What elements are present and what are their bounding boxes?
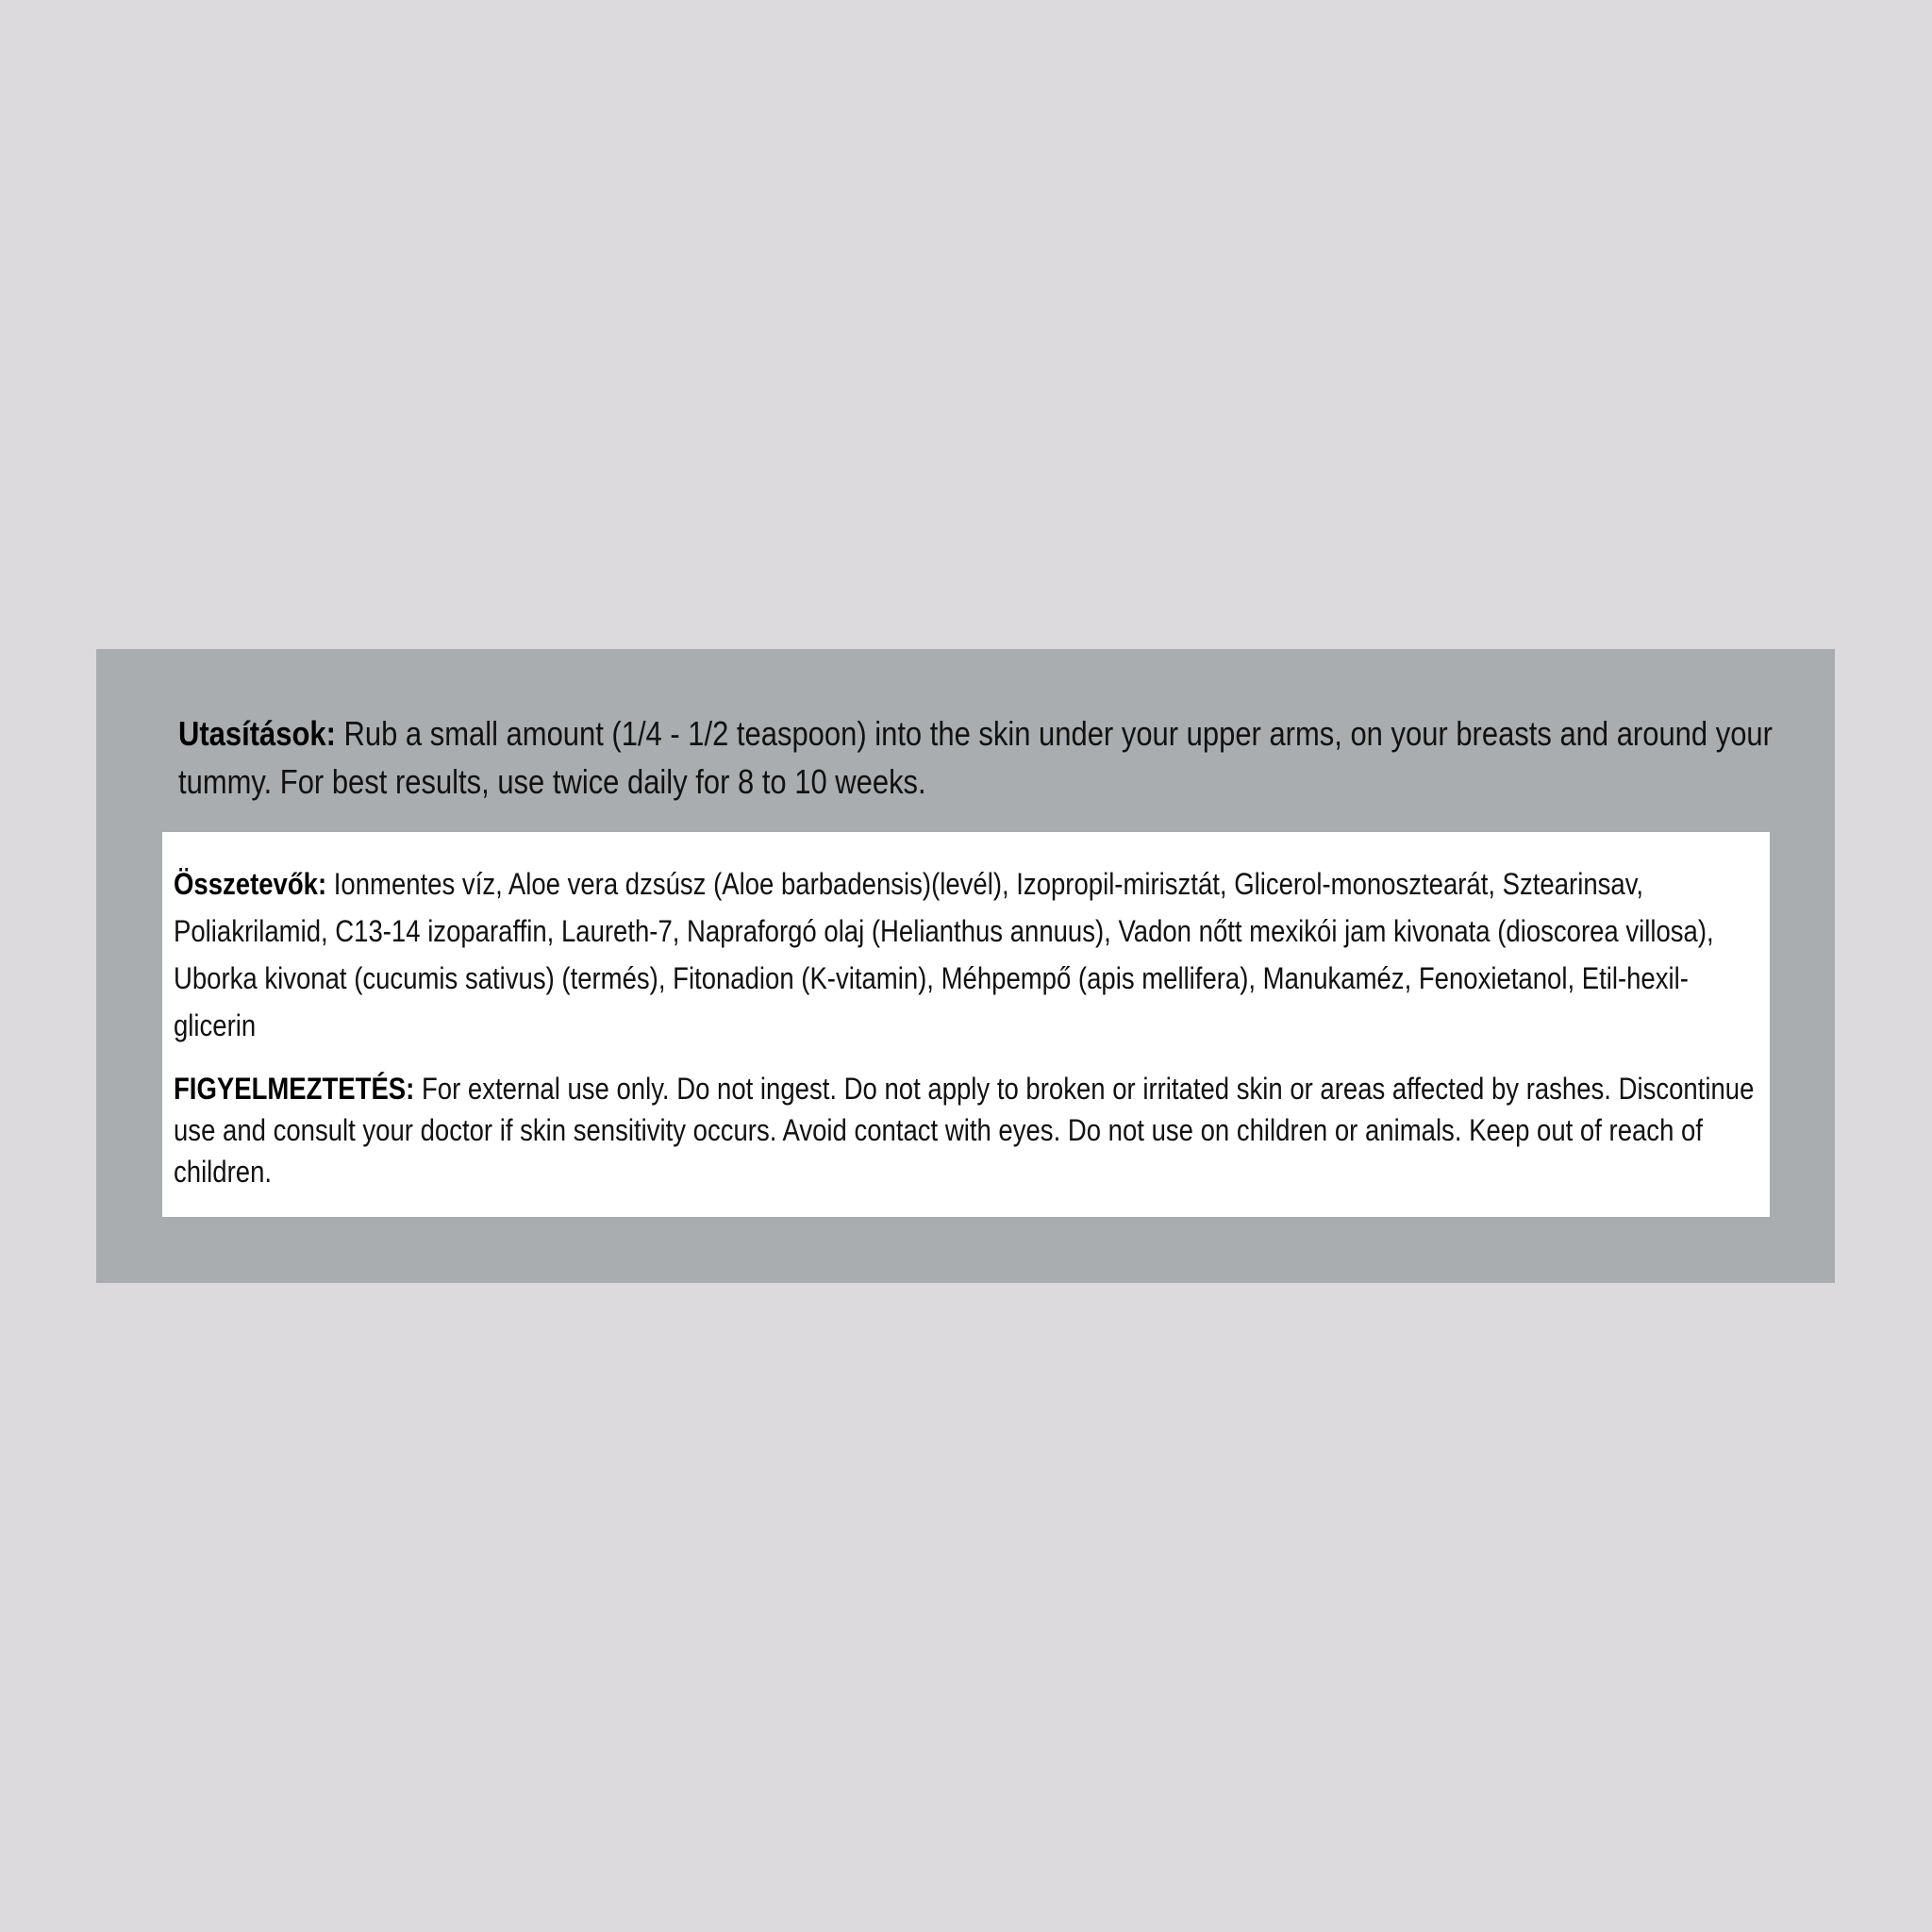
directions-heading: Utasítások: bbox=[178, 714, 336, 753]
directions-paragraph bbox=[178, 709, 1792, 806]
ingredients-warning-box bbox=[162, 832, 1770, 1217]
warning-paragraph bbox=[174, 1068, 1764, 1192]
ingredients-heading: Összetevők: bbox=[174, 867, 327, 901]
warning-text: For external use only. Do not ingest. Do not apply to broken or irritated skin or areas affected by rashes. Discontinue use and consult your doctor if skin sensitivity occurs. Avoid contact with eyes. Do not use on children or animals. Keep out of reach of children. bbox=[174, 1072, 1755, 1189]
warning-heading: FIGYELMEZTETÉS: bbox=[174, 1072, 415, 1106]
directions-text: Rub a small amount (1/4 - 1/2 teaspoon) into the skin under your upper arms, on your breasts and around your tummy. For best results, use twice daily for 8 to 10 weeks. bbox=[178, 714, 1773, 801]
ingredients-paragraph bbox=[174, 860, 1764, 1049]
ingredients-text: Ionmentes víz, Aloe vera dzsúsz (Aloe barbadensis)(levél), Izopropil-mirisztát, Glicerol-monosztearát, Sztearinsav, Poliakrilamid, C13-14 izoparaffin, Laureth-7, Napraforgó olaj (Helianthus annuus), Vadon nőtt mexikói jam kivonata (dioscorea villosa), Uborka kivonat (cucumis sativus) (termés), Fitonadion (K-vitamin), Méhpempő (apis mellifera), Manukaméz, Fenoxietanol, Etil-hexil-glicerin bbox=[174, 867, 1714, 1042]
product-label-panel bbox=[96, 649, 1835, 1283]
